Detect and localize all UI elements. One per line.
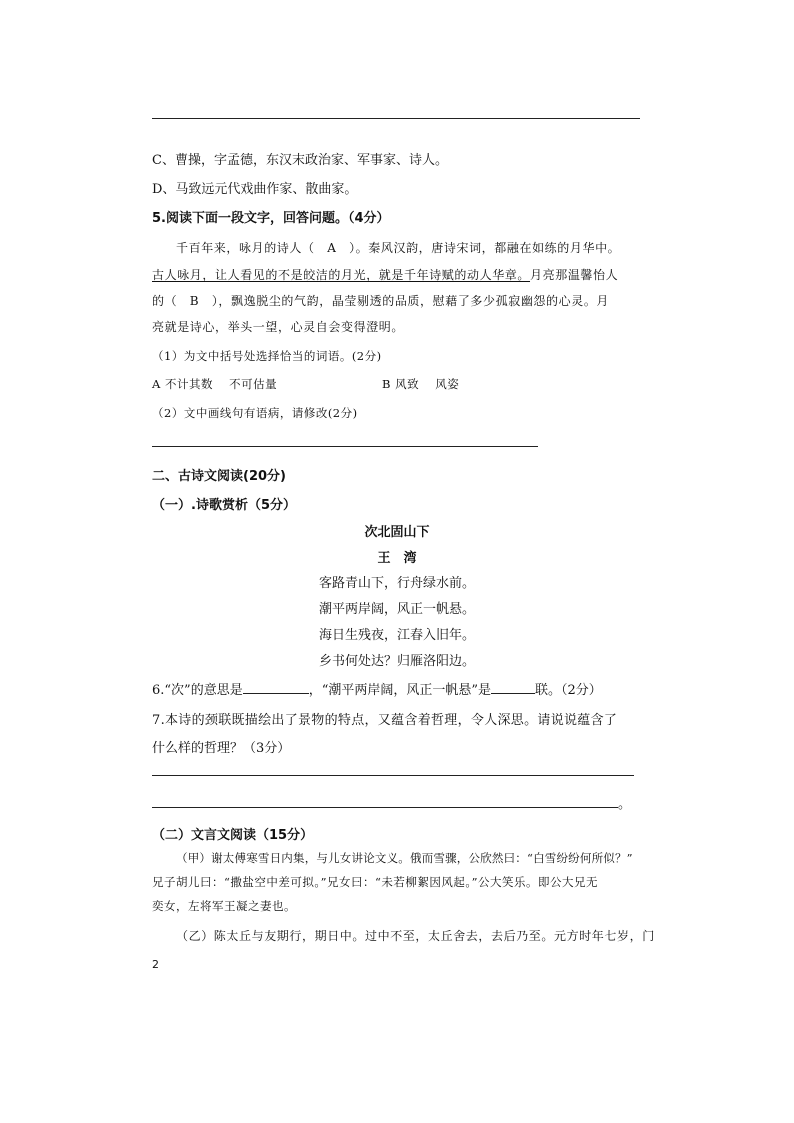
answer-blank[interactable] <box>243 681 309 694</box>
q6-part-c: 联。（2分） <box>535 683 602 698</box>
answer-blank[interactable] <box>491 681 535 694</box>
q6-part-a: 6.“次”的意思是 <box>152 683 243 698</box>
option-c: C、曹操，字孟德，东汉末政治家、军事家、诗人。 <box>152 153 448 168</box>
q7-line-2: 什么样的哲理？（3分） <box>152 741 291 756</box>
q5-paragraph-line-3: 的（ B ），飘逸脱尘的气韵，晶莹剔透的品质，慰藉了多少孤寂幽怨的心灵。月 <box>152 294 610 308</box>
underlined-sentence: 古人咏月，让人看见的不是皎洁的月光，就是千年诗赋的动人华章。 <box>152 268 531 282</box>
q7-end-mark: 。 <box>618 797 632 812</box>
poem-line: 乡书何处达？归雁洛阳边。 <box>318 654 475 669</box>
option-d: D、马致远元代戏曲作家、散曲家。 <box>152 182 358 197</box>
q5-sub-question-1: （1）为文中括号处选择恰当的词语。(2分) <box>152 349 382 363</box>
q5-paragraph-line-1: 千百年来，咏月的诗人（ A ）。秦风汉韵，唐诗宋词，都融在如练的月华中。 <box>176 241 621 255</box>
q7-line-1: 7.本诗的颈联既描绘出了景物的特点，又蕴含着哲理，令人深思。请说说蕴含了 <box>152 713 618 728</box>
q5-option-b: B 风致 风姿 <box>382 377 460 391</box>
q6 <box>152 679 602 698</box>
answer-line <box>152 446 538 447</box>
yi-line-1: （乙）陈太丘与友期行，期日中。过中不至，太丘舍去，去后乃至。元方时年七岁，门 <box>176 929 655 943</box>
section-2-title: 二、古诗文阅读(20分) <box>152 469 286 484</box>
q5-paragraph-line-2 <box>152 266 618 283</box>
q5-paragraph-line-4: 亮就是诗心，举头一望，心灵自会变得澄明。 <box>152 320 405 334</box>
paragraph-line-2-rest: 月亮那温馨怡人 <box>530 268 619 282</box>
q6-part-b: ，“潮平两岸阔，风正一帆悬”是 <box>308 683 491 698</box>
jia-line-3: 奕女，左将军王凝之妻也。 <box>152 899 296 913</box>
poem-author: 王 湾 <box>377 551 417 566</box>
poem-line: 客路青山下，行舟绿水前。 <box>318 576 475 591</box>
part-2-title: （二）文言文阅读（15分） <box>152 828 314 843</box>
poem-line: 海日生残夜，江春入旧年。 <box>318 628 475 643</box>
jia-line-1: （甲）谢太傅寒雪日内集，与儿女讲论文义。俄而雪骤，公欣然曰：“白雪纷纷何所似？” <box>176 851 633 865</box>
q5-title: 5.阅读下面一段文字，回答问题。（4分） <box>152 211 390 226</box>
poem-line: 潮平两岸阔，风正一帆悬。 <box>318 602 475 617</box>
poem-title: 次北固山下 <box>364 525 430 540</box>
q5-option-a: A 不计其数 不可估量 <box>152 377 278 391</box>
part-1-title: （一）.诗歌赏析（5分） <box>152 498 296 513</box>
jia-line-2: 兄子胡儿曰：“撒盐空中差可拟。”兄女曰：“未若柳絮因风起。”公大笑乐。即公大兄无 <box>152 875 599 889</box>
answer-line <box>152 807 618 808</box>
answer-line <box>152 775 634 776</box>
page-number: 2 <box>152 958 159 971</box>
answer-line <box>152 118 640 119</box>
q5-sub-question-2: （2）文中画线句有语病，请修改(2分) <box>152 406 358 420</box>
